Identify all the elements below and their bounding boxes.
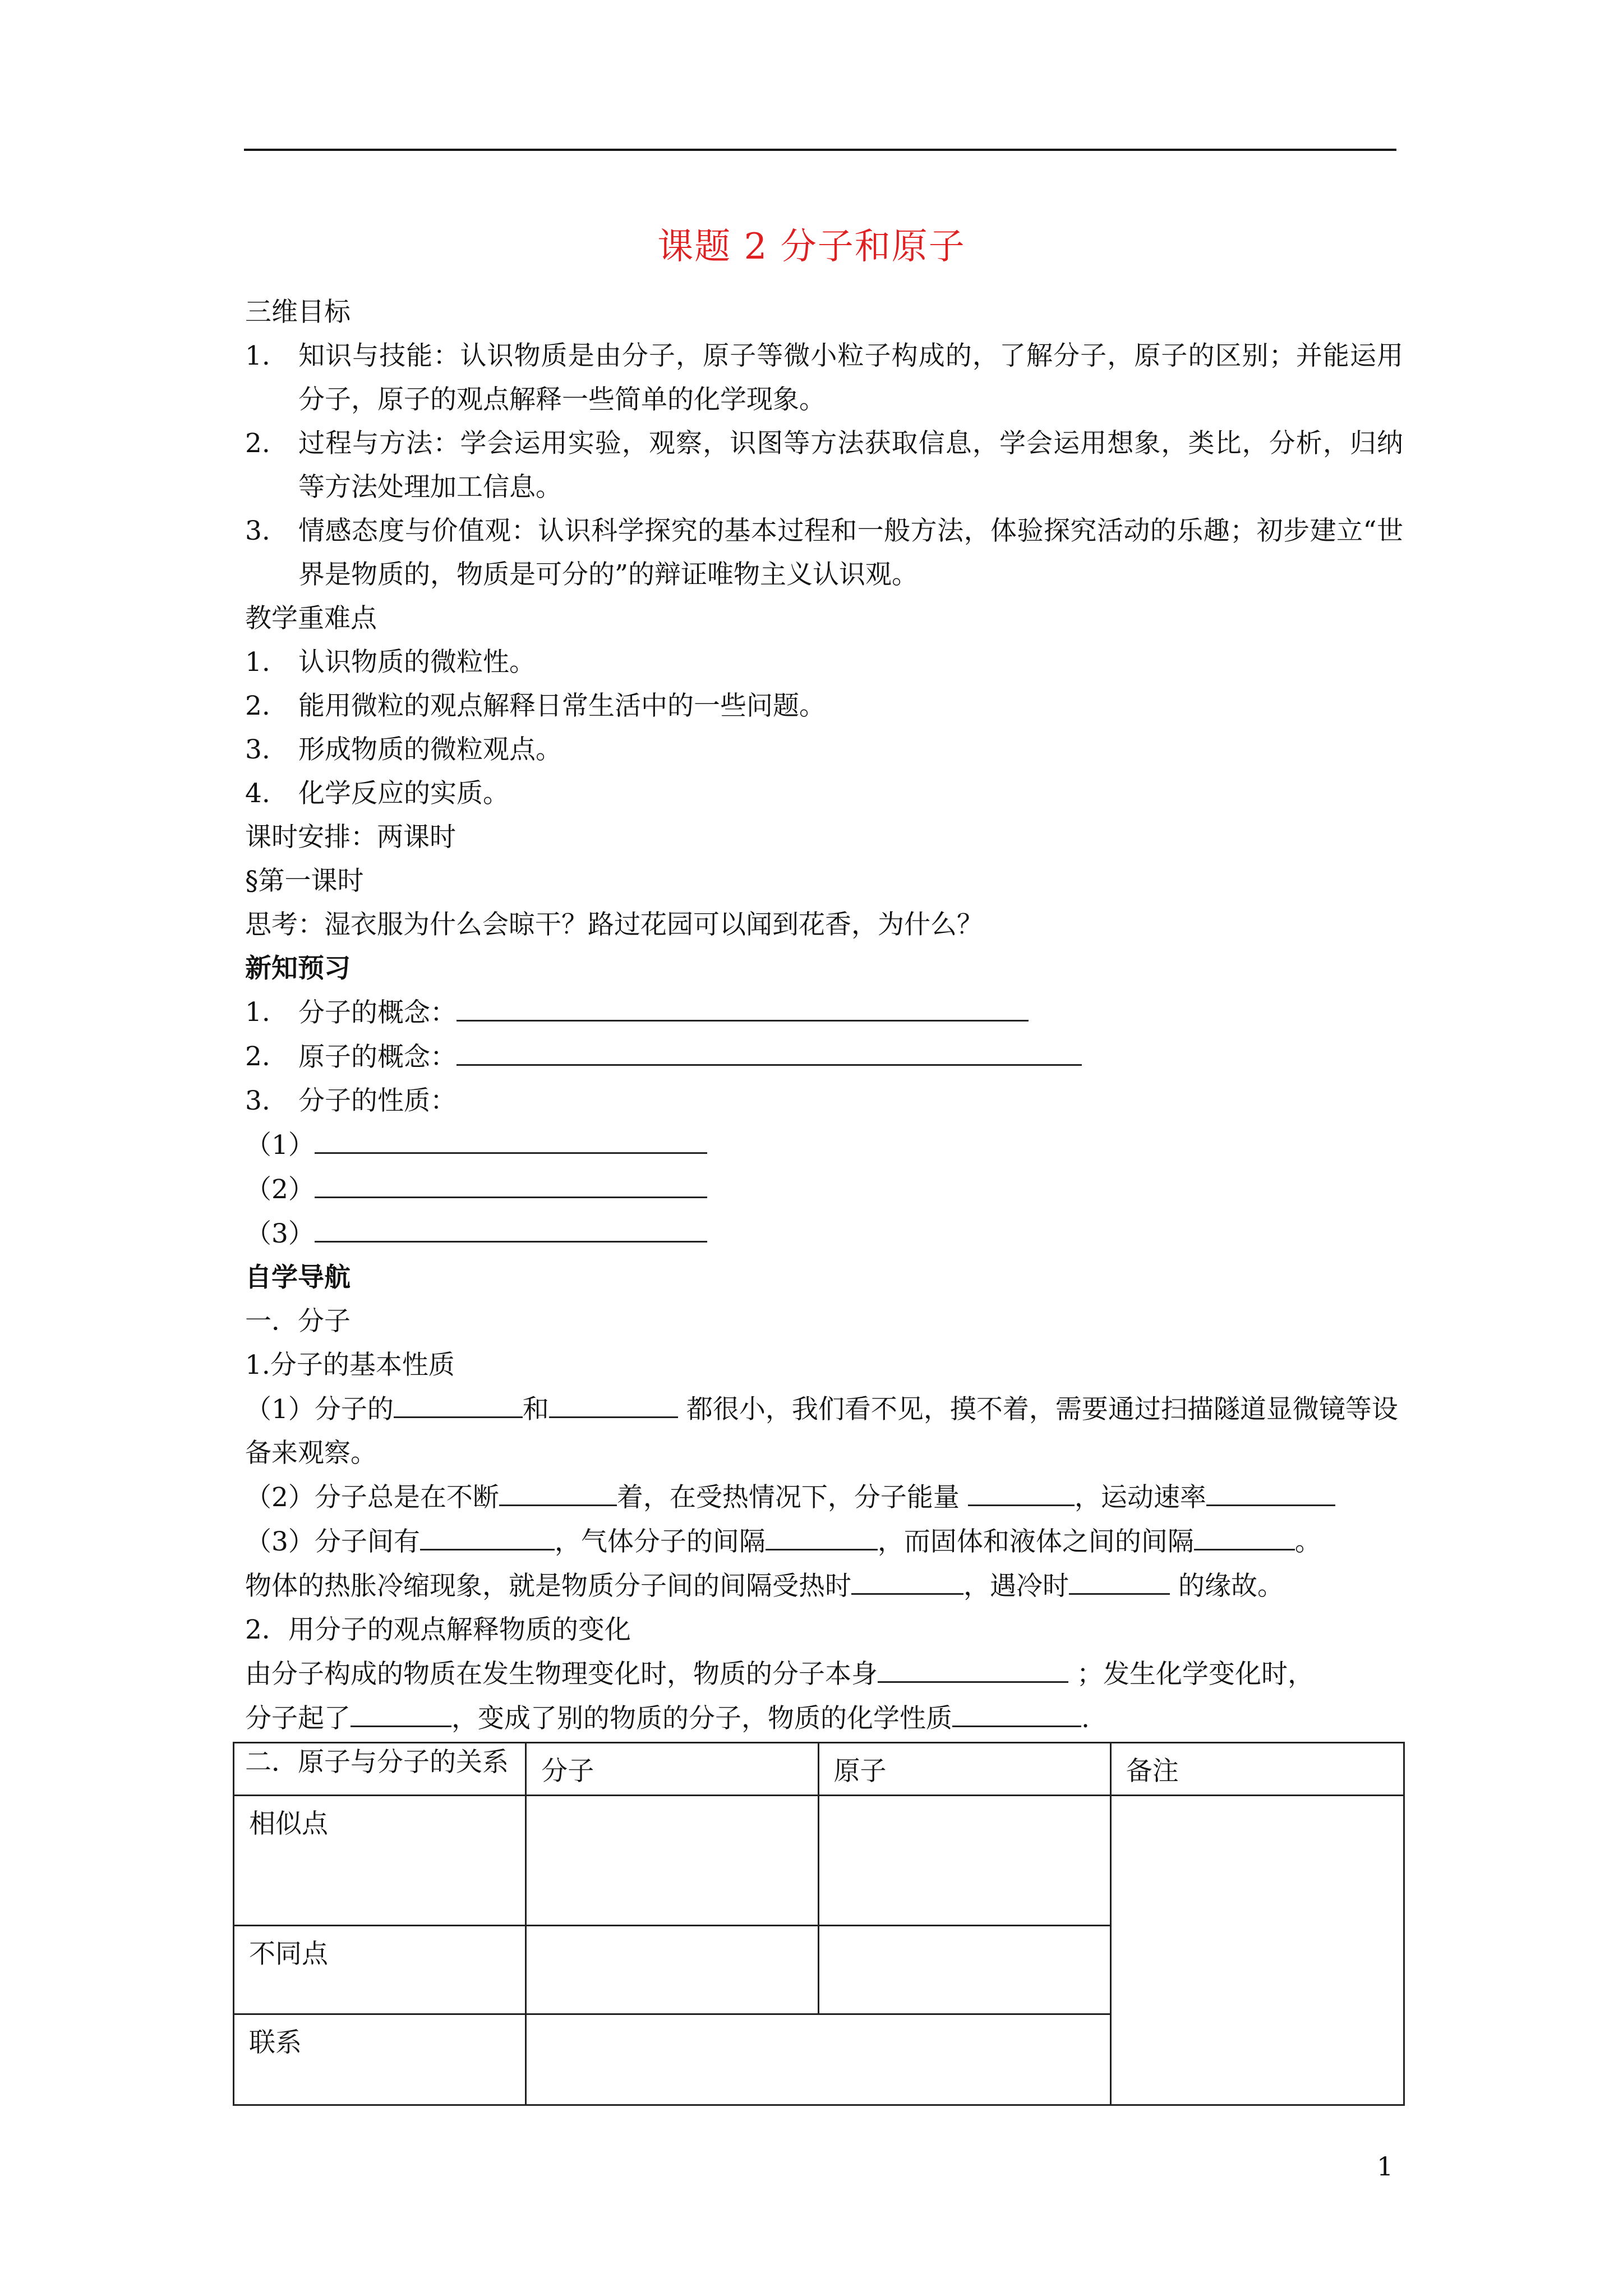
property-item: （2） <box>245 1167 1403 1212</box>
fill-blank[interactable] <box>315 1212 707 1243</box>
difficulty-item: 3. 形成物质的微粒观点。 <box>245 734 562 765</box>
nav-heading: 自学导航 <box>245 1262 351 1293</box>
property-item: （3） <box>245 1212 1403 1256</box>
fill-blank[interactable] <box>394 1387 523 1418</box>
fill-blank[interactable] <box>351 1696 451 1727</box>
p1-paragraph-d: 物体的热胀冷缩现象，就是物质分子间的间隔受热时 ，遇冷时 的缘故。 <box>245 1564 1403 1608</box>
p1-paragraph-b: （2）分子总是在不断 着，在受热情况下，分子能量 ，运动速率 <box>245 1475 1403 1520</box>
fill-blank[interactable] <box>315 1167 707 1198</box>
schedule-text: 课时安排：两课时 <box>245 822 456 853</box>
table-cell[interactable] <box>526 1926 818 2014</box>
table-cell[interactable] <box>818 1926 1110 2014</box>
difficulty-heading: 教学重难点 <box>245 603 377 634</box>
fill-blank[interactable] <box>457 1035 1082 1066</box>
table-cell[interactable] <box>818 1796 1110 1926</box>
part1-heading: 一．分子 <box>245 1306 351 1337</box>
row-label: 相似点 <box>234 1796 526 1926</box>
property-item: （1） <box>245 1123 1403 1167</box>
table-header-row <box>234 1743 1404 1796</box>
table-header-cell: 备注 <box>1110 1743 1404 1796</box>
fill-blank[interactable] <box>968 1475 1075 1506</box>
preview-item: 3. 分子的性质： <box>245 1085 457 1116</box>
fill-blank[interactable] <box>952 1696 1081 1727</box>
difficulty-item: 4. 化学反应的实质。 <box>245 778 509 809</box>
p1-paragraph-a: （1）分子的 和 都很小，我们看不见，摸不着，需要通过扫描隧道显微镜等设备来观察。 <box>245 1387 1403 1475</box>
fill-blank[interactable] <box>499 1475 617 1506</box>
table-cell[interactable] <box>526 1796 818 1926</box>
difficulty-item: 2. 能用微粒的观点解释日常生活中的一些问题。 <box>245 691 826 721</box>
preview-heading: 新知预习 <box>245 953 351 984</box>
table-cell[interactable] <box>526 2014 1111 2105</box>
p2-paragraph-b: 分子起了 ，变成了别的物质的分子，物质的化学性质 . <box>245 1696 1403 1741</box>
p1-heading: 1.分子的基本性质 <box>245 1350 455 1381</box>
page-title: 课题 2 分子和原子 <box>657 226 966 268</box>
fill-blank[interactable] <box>878 1652 1068 1683</box>
fill-blank[interactable] <box>420 1520 555 1550</box>
document-body <box>245 291 1403 1784</box>
fill-blank[interactable] <box>1194 1520 1295 1550</box>
goal-item: 3. 情感态度与价值观：认识科学探究的基本过程和一般方法，体验探究活动的乐趣；初步建立“世界是物质的，物质是可分的”的辩证唯物主义认识观。 <box>245 516 1403 590</box>
lesson-heading: §第一课时 <box>245 866 364 896</box>
table-header-cell <box>234 1743 526 1796</box>
table-header-cell: 分子 <box>526 1743 818 1796</box>
p1-paragraph-c: （3）分子间有 ，气体分子的间隔 ，而固体和液体之间的间隔 。 <box>245 1520 1403 1564</box>
fill-blank[interactable] <box>851 1564 963 1595</box>
comparison-table <box>233 1742 1405 2106</box>
page-number: 1 <box>1377 2151 1394 2182</box>
part2-heading: 二．原子与分子的关系 <box>245 1747 509 1778</box>
goal-item: 2. 过程与方法：学会运用实验，观察，识图等方法获取信息，学会运用想象，类比，分析，归纳等方法处理加工信息。 <box>245 428 1403 503</box>
fill-blank[interactable] <box>766 1520 878 1550</box>
goal-item: 1. 知识与技能：认识物质是由分子，原子等微小粒子构成的，了解分子，原子的区别；并能运用分子，原子的观点解释一些简单的化学现象。 <box>245 341 1403 415</box>
goals-heading: 三维目标 <box>245 297 351 328</box>
p2-heading: 2．用分子的观点解释物质的变化 <box>245 1614 631 1645</box>
fill-blank[interactable] <box>457 991 1029 1022</box>
fill-blank[interactable] <box>1206 1475 1335 1506</box>
fill-blank[interactable] <box>315 1123 707 1154</box>
table-row <box>234 1796 1404 1926</box>
difficulty-item: 1. 认识物质的微粒性。 <box>245 647 536 678</box>
remarks-cell[interactable] <box>1110 1796 1404 2105</box>
table-header-cell: 原子 <box>818 1743 1110 1796</box>
row-label: 不同点 <box>234 1926 526 2014</box>
p2-paragraph-a: 由分子构成的物质在发生物理变化时，物质的分子本身 ；发生化学变化时， <box>245 1652 1403 1696</box>
header-rule <box>244 149 1396 151</box>
row-label: 联系 <box>234 2014 526 2105</box>
preview-item: 1. 分子的概念： <box>245 991 1403 1035</box>
preview-item: 2. 原子的概念： <box>245 1035 1403 1079</box>
fill-blank[interactable] <box>1069 1564 1170 1595</box>
think-question: 思考：湿衣服为什么会晾干？路过花园可以闻到花香，为什么？ <box>245 909 983 940</box>
fill-blank[interactable] <box>549 1387 678 1418</box>
